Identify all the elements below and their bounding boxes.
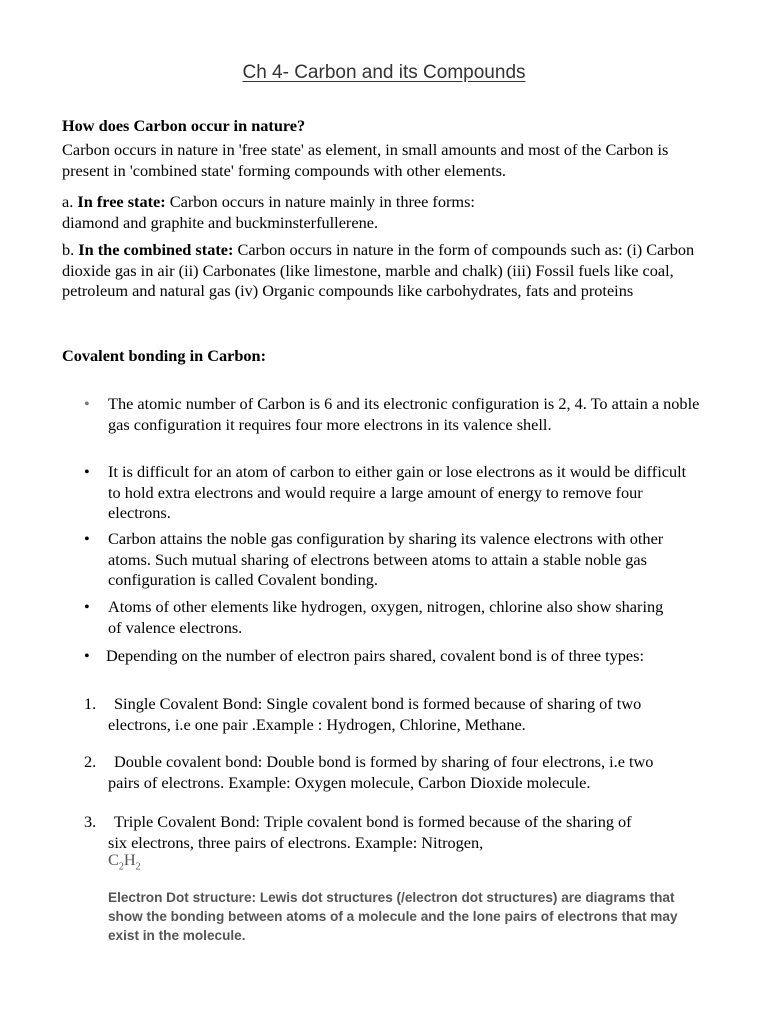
numbered-item-triple-bond (84, 812, 644, 853)
numbered-item-double-bond (84, 752, 684, 793)
occurrence-intro-paragraph: Carbon occurs in nature in 'free state' as element, in small amounts and most of the Carbon is present in 'combined state' forming compounds with other elements. (62, 140, 669, 180)
bullet-text: The atomic number of Carbon is 6 and its electronic configuration is 2, 4. To attain a noble gas configuration it requires four more electrons in its valence shell. (108, 394, 700, 434)
item-text: Triple Covalent Bond: Triple covalent bond is formed because of the sharing of six electrons, three pairs of electrons. Example: Nitrogen, (108, 812, 632, 852)
free-state-label: In free state: (77, 192, 166, 211)
combined-state-prefix: b. (62, 240, 79, 259)
bullet-item (84, 529, 684, 591)
item-number: 3. (84, 812, 97, 831)
free-state-prefix: a. (62, 192, 78, 211)
bullet-text: Carbon attains the noble gas configuration by sharing its valence electrons with other atoms. Such mutual sharing of electrons between atoms to attain a stable noble gas configuration is called Covalent bonding. (108, 529, 664, 589)
bullet-item (84, 394, 714, 435)
combined-state-paragraph (62, 240, 712, 302)
page-title: Ch 4- Carbon and its Compounds (242, 62, 526, 83)
item-number: 1. (84, 694, 97, 713)
bullet-item (84, 597, 664, 638)
covalent-types-intro (84, 646, 714, 667)
bullet-item (84, 462, 699, 524)
combined-state-label: In the combined state: (78, 240, 234, 259)
free-state-text: Carbon occurs in nature mainly in three forms: (165, 192, 475, 211)
combined-state-text: Carbon occurs in nature in the form of compounds such as: (i) Carbon dioxide gas in air (ii) Carbonates (like limestone, marble and chalk) (iii) Fossil fuels like coal, petroleum and natural gas (iv) Organic compounds like carbohydrates, fats and proteins (62, 240, 695, 300)
numbered-item-single-bond (84, 694, 644, 735)
bullet-marker: • (84, 394, 90, 413)
bullet-text: Atoms of other elements like hydrogen, oxygen, nitrogen, chlorine also show sharing of valence electrons. (108, 597, 664, 637)
section-heading-covalent: Covalent bonding in Carbon: (62, 346, 267, 365)
covalent-types-intro-text: Depending on the number of electron pairs shared, covalent bond is of three types: (105, 646, 645, 665)
bullet-marker: • (84, 597, 90, 616)
section-heading-occurrence: How does Carbon occur in nature? (62, 116, 306, 135)
item-number: 2. (84, 752, 97, 771)
item-text: Double covalent bond: Double bond is formed by sharing of four electrons, i.e two pairs of electrons. Example: Oxygen molecule, Carbon Dioxide molecule. (108, 752, 654, 792)
bullet-marker: • (84, 529, 90, 548)
chemical-formula-acetylene: $C_2H_2$ (108, 850, 141, 873)
bullet-text: It is difficult for an atom of carbon to either gain or lose electrons as it would be difficult to hold extra electrons and would require a large amount of energy to remove four electrons. (108, 462, 687, 522)
bullet-marker: • (84, 462, 90, 481)
bullet-marker: • (84, 646, 90, 665)
free-state-forms: diamond and graphite and buckminsterfullerene. (62, 212, 379, 232)
item-text: Single Covalent Bond: Single covalent bond is formed because of sharing of two electrons, i.e one pair .Example : Hydrogen, Chlorine, Methane. (108, 694, 642, 734)
electron-dot-paragraph: Electron Dot structure: Lewis dot structures (/electron dot structures) are diagrams that show the bonding between atoms of a molecule and the lone pairs of electrons that may exist in the molecule. (108, 890, 678, 943)
free-state-paragraph (62, 192, 712, 233)
